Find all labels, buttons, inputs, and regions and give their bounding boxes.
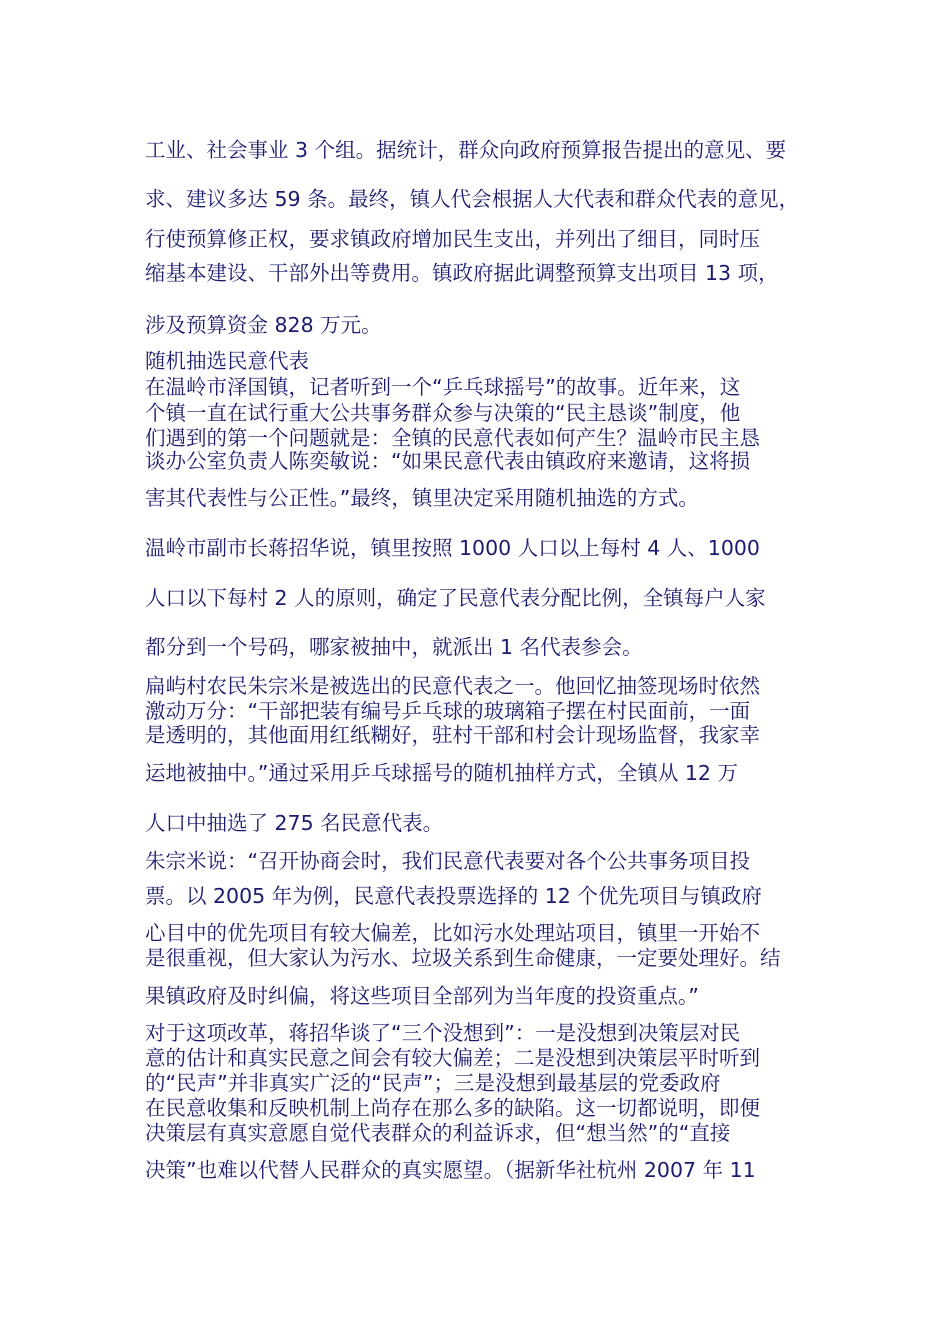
text-line: 谈办公室负责人陈奕敏说：“如果民意代表由镇政府来邀请，这将损	[145, 449, 751, 473]
text-line: 扁屿村农民朱宗米是被选出的民意代表之一。他回忆抽签现场时依然	[145, 674, 760, 698]
text-line: 果镇政府及时纠偏，将这些项目全部列为当年度的投资重点。”	[145, 984, 699, 1008]
text-line: 对于这项改革，蒋招华谈了“三个没想到”：一是没想到决策层对民	[145, 1021, 741, 1045]
text-line: 个镇一直在试行重大公共事务群众参与决策的“民主恳谈”制度，他	[145, 401, 741, 425]
text-line: 求、建议多达 59 条。最终，镇人代会根据人大代表和群众代表的意见，	[145, 187, 800, 211]
text-line: 行使预算修正权，要求镇政府增加民生支出，并列出了细目，同时压	[145, 227, 760, 251]
text-line: 人口中抽选了 275 名民意代表。	[145, 811, 444, 835]
text-line: 缩基本建设、干部外出等费用。镇政府据此调整预算支出项目 13 项，	[145, 261, 779, 285]
text-line: 害其代表性与公正性。”最终，镇里决定采用随机抽选的方式。	[145, 486, 699, 510]
text-line: 在温岭市泽国镇，记者听到一个“乒乓球摇号”的故事。近年来，这	[145, 375, 741, 399]
text-line: 意的估计和真实民意之间会有较大偏差；二是没想到决策层平时听到	[145, 1046, 760, 1070]
text-line: 朱宗米说：“召开协商会时，我们民意代表要对各个公共事务项目投	[145, 849, 751, 873]
text-line: 在民意收集和反映机制上尚存在那么多的缺陷。这一切都说明，即便	[145, 1096, 760, 1120]
text-line: 激动万分：“干部把装有编号乒乓球的玻璃箱子摆在村民面前，一面	[145, 699, 751, 723]
text-line: 是透明的，其他面用红纸糊好，驻村干部和村会计现场监督，我家幸	[145, 723, 760, 747]
text-line: 决策”也难以代替人民群众的真实愿望。（据新华社杭州 2007 年 11	[145, 1158, 756, 1182]
text-line: 决策层有真实意愿自觉代表群众的利益诉求，但“想当然”的“直接	[145, 1121, 731, 1145]
text-line: 工业、社会事业 3 个组。据统计，群众向政府预算报告提出的意见、要	[145, 138, 787, 162]
text-line: 人口以下每村 2 人的原则，确定了民意代表分配比例，全镇每户人家	[145, 586, 766, 610]
text-line: 都分到一个号码，哪家被抽中，就派出 1 名代表参会。	[145, 635, 643, 659]
text-line: 心目中的优先项目有较大偏差，比如污水处理站项目，镇里一开始不	[145, 921, 760, 945]
text-line: 涉及预算资金 828 万元。	[145, 313, 382, 337]
text-line: 运地被抽中。”通过采用乒乓球摇号的随机抽样方式，全镇从 12 万	[145, 761, 738, 785]
text-line: 是很重视，但大家认为污水、垃圾关系到生命健康，一定要处理好。结	[145, 946, 781, 970]
text-line: 票。以 2005 年为例，民意代表投票选择的 12 个优先项目与镇政府	[145, 884, 762, 908]
text-line: 温岭市副市长蒋招华说，镇里按照 1000 人口以上每村 4 人、1000	[145, 536, 760, 560]
section-heading: 随机抽选民意代表	[145, 349, 309, 373]
text-line: 们遇到的第一个问题就是：全镇的民意代表如何产生？温岭市民主恳	[145, 426, 760, 450]
text-line: 的“民声”并非真实广泛的“民声”；三是没想到最基层的党委政府	[145, 1071, 721, 1095]
